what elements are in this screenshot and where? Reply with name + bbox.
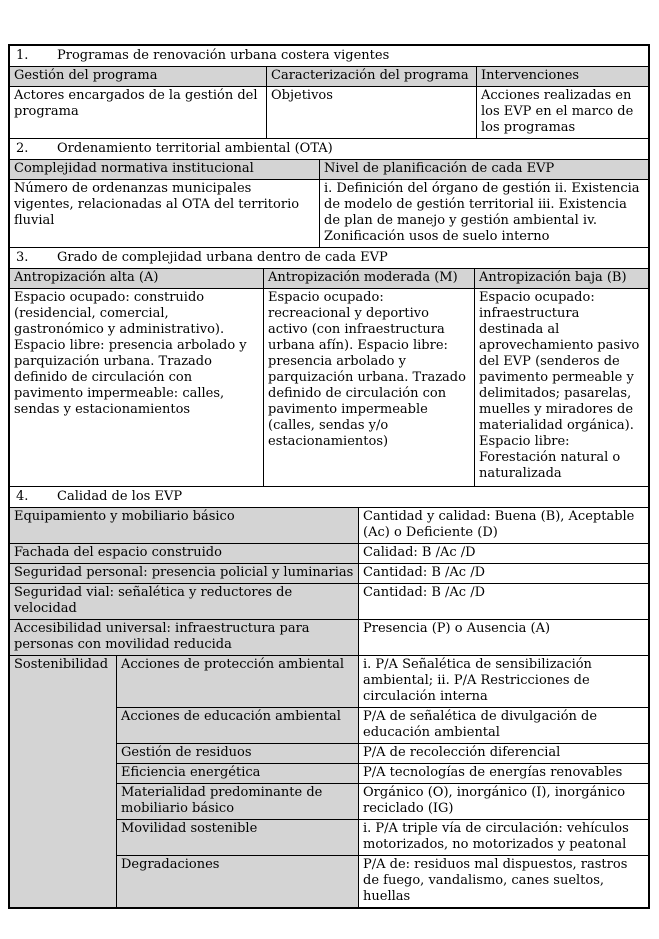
section-1-title: Programas de renovación urbana costera vigentes [57, 48, 390, 63]
section-4-row-fachada [10, 544, 648, 564]
cell-ordenanzas-municipales: Número de ordenanzas municipales vigentes, relacionadas al OTA del territorio fluvial [10, 180, 320, 248]
criterion-label-seguridad-personal: Seguridad personal: presencia policial y luminarias [10, 564, 359, 584]
criterion-label-accesibilidad: Accesibilidad universal: infraestructura para personas con movilidad reducida [10, 620, 359, 656]
sub-label-educacion-ambiental: Acciones de educación ambiental [117, 708, 359, 744]
section-4-row-equipamiento [10, 508, 648, 544]
sub-label-degradaciones: Degradaciones [117, 856, 359, 907]
sustainability-block [10, 656, 648, 907]
section-4-row-seguridad-personal [10, 564, 648, 584]
sub-value-gestion-residuos: P/A de recolección diferencial [359, 744, 648, 764]
section-2-number: 2. [16, 141, 29, 156]
cell-antropizacion-alta-desc: Espacio ocupado: construido (residencial, comercial, gastronómico y administrativo). Espacio libre: presencia arbolado y parquización urbana. Trazado definido de circulación con pavimento impermeable: calles, sendas y estacionamientos [10, 289, 264, 487]
section-1-title-row [10, 46, 648, 67]
header-cell-caracterizacion-programa: Caracterización del programa [267, 67, 477, 87]
sub-value-eficiencia-energetica: P/A tecnologías de energías renovables [359, 764, 648, 784]
sub-label-gestion-residuos: Gestión de residuos [117, 744, 359, 764]
section-4-title-row [10, 487, 648, 508]
sub-label-movilidad-sostenible: Movilidad sostenible [117, 820, 359, 856]
criteria-table [8, 44, 650, 909]
criterion-value-fachada: Calidad: B /Ac /D [359, 544, 648, 564]
section-2-data-row [10, 180, 648, 248]
sub-label-eficiencia-energetica: Eficiencia energética [117, 764, 359, 784]
section-1-data-row [10, 87, 648, 139]
cell-antropizacion-baja-desc: Espacio ocupado: infraestructura destinada al aprovechamiento pasivo del EVP (senderos de pavimento permeable y delimitados; pasarelas, muelles y miradores de materialidad orgánica). Espacio libre: Forestación natural o naturalizada [475, 289, 648, 487]
cell-antropizacion-moderada-desc: Espacio ocupado: recreacional y deportivo activo (con infraestructura urbana afín). Espacio libre: presencia arbolado y parquización urbana. Trazado definido de circulación con pavimento impermeable (calles, sendas y/o estacionamientos) [264, 289, 475, 487]
section-3-header-row [10, 269, 648, 289]
header-cell-antropizacion-moderada: Antropización moderada (M) [264, 269, 475, 289]
section-3-number: 3. [16, 250, 29, 265]
header-cell-gestion-programa: Gestión del programa [10, 67, 267, 87]
criterion-value-accesibilidad: Presencia (P) o Ausencia (A) [359, 620, 648, 656]
criterion-label-equipamiento: Equipamiento y mobiliario básico [10, 508, 359, 544]
sub-label-materialidad: Materialidad predominante de mobiliario básico [117, 784, 359, 820]
sub-value-materialidad: Orgánico (O), inorgánico (I), inorgánico reciclado (IG) [359, 784, 648, 820]
criterion-value-seguridad-personal: Cantidad: B /Ac /D [359, 564, 648, 584]
cell-acciones-evp: Acciones realizadas en los EVP en el marco de los programas [477, 87, 648, 139]
sustainability-label-cell: Sostenibilidad [10, 656, 117, 907]
sub-value-movilidad-sostenible: i. P/A triple vía de circulación: vehículos motorizados, no motorizados y peatonal [359, 820, 648, 856]
section-4-number: 4. [16, 489, 29, 504]
header-cell-nivel-planificacion: Nivel de planificación de cada EVP [320, 160, 648, 180]
section-2-header-row [10, 160, 648, 180]
header-cell-antropizacion-baja: Antropización baja (B) [475, 269, 648, 289]
section-4-row-seguridad-vial [10, 584, 648, 620]
criterion-value-equipamiento: Cantidad y calidad: Buena (B), Aceptable (Ac) o Deficiente (D) [359, 508, 648, 544]
section-1-number: 1. [16, 48, 29, 63]
cell-objetivos: Objetivos [267, 87, 477, 139]
section-1-header-row [10, 67, 648, 87]
section-3-title-row [10, 248, 648, 269]
sub-value-educacion-ambiental: P/A de señalética de divulgación de educación ambiental [359, 708, 648, 744]
criterion-label-seguridad-vial: Seguridad vial: señalética y reductores de velocidad [10, 584, 359, 620]
sub-label-proteccion-ambiental: Acciones de protección ambiental [117, 656, 359, 708]
section-4-title: Calidad de los EVP [57, 489, 183, 504]
criterion-label-fachada: Fachada del espacio construido [10, 544, 359, 564]
cell-definicion-organo: i. Definición del órgano de gestión ii. Existencia de modelo de gestión territorial iii. Existencia de plan de manejo y gestión ambiental iv. Zonificación usos de suelo interno [320, 180, 648, 248]
criterion-value-seguridad-vial: Cantidad: B /Ac /D [359, 584, 648, 620]
section-4-row-accesibilidad [10, 620, 648, 656]
section-2-title: Ordenamiento territorial ambiental (OTA) [57, 141, 333, 156]
header-cell-intervenciones: Intervenciones [477, 67, 648, 87]
section-3-title: Grado de complejidad urbana dentro de cada EVP [57, 250, 388, 265]
section-3-data-row [10, 289, 648, 487]
header-cell-antropizacion-alta: Antropización alta (A) [10, 269, 264, 289]
cell-actores-gestion: Actores encargados de la gestión del programa [10, 87, 267, 139]
header-cell-complejidad-normativa: Complejidad normativa institucional [10, 160, 320, 180]
section-2-title-row [10, 139, 648, 160]
sub-value-proteccion-ambiental: i. P/A Señalética de sensibilización ambiental; ii. P/A Restricciones de circulación interna [359, 656, 648, 708]
sub-value-degradaciones: P/A de: residuos mal dispuestos, rastros de fuego, vandalismo, canes sueltos, huellas [363, 857, 628, 904]
